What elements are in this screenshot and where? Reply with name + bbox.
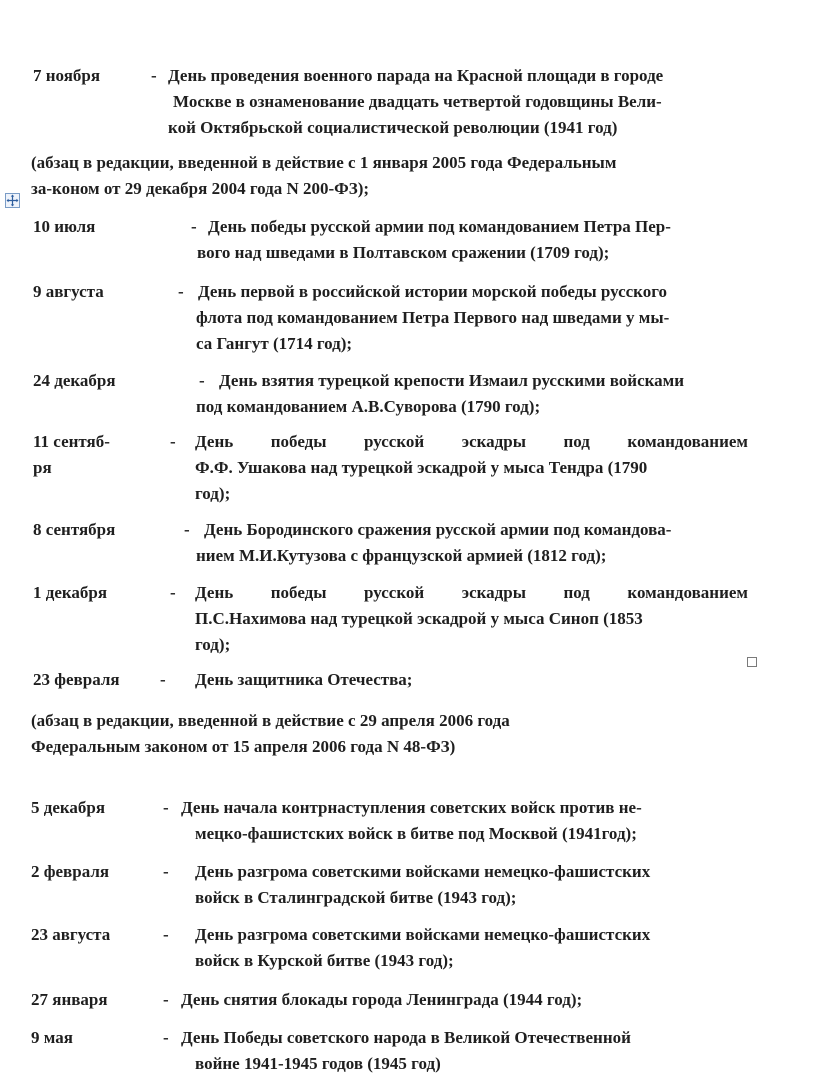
- entry-desc-line: День победы русской армии под командованием Петра Пер-: [208, 217, 671, 236]
- entry-description: [196, 517, 672, 569]
- note-line: (абзац в редакции, введенной в действие с 1 января 2005 года Федеральным: [31, 153, 617, 172]
- entry-description: [181, 795, 642, 847]
- entry-date: [33, 429, 110, 481]
- entry-date: [31, 1025, 73, 1051]
- entry-dash: -: [170, 583, 176, 602]
- entry-date-line: 1 декабря: [33, 583, 108, 602]
- entry-dash: -: [170, 432, 176, 451]
- entry-date: [31, 987, 108, 1013]
- entry-date-line: 9 мая: [31, 1028, 73, 1047]
- note-line: (абзац в редакции, введенной в действие с 29 апреля 2006 года: [31, 711, 510, 730]
- entry-desc-line: войск в Курской битве (1943 год);: [195, 951, 454, 970]
- entry-desc-line: День начала контрнаступления советских войск против не-: [181, 798, 642, 817]
- entry-description: [195, 429, 748, 507]
- entry-description: [198, 279, 669, 357]
- note-line: Федеральным законом от 15 апреля 2006 года N 48-ФЗ): [31, 737, 456, 756]
- entry-dash: -: [191, 217, 197, 236]
- entry-desc-line: День первой в российской истории морской победы русского: [198, 282, 668, 301]
- entry-dash: -: [163, 798, 169, 817]
- entry-date-line: 8 сентября: [33, 520, 116, 539]
- entry-desc-line: День разгрома советскими войсками немецко-фашистских: [195, 925, 651, 944]
- entry-date: [33, 580, 107, 606]
- entry-desc-line: Москве в ознаменование двадцать четвертой годовщины Вели-: [173, 92, 662, 111]
- amendment-note: [31, 150, 616, 202]
- entry-desc-line: День защитника Отечества;: [195, 670, 413, 689]
- entry-description: [181, 1025, 631, 1077]
- entry-desc-line: День разгрома советскими войсками немецко-фашистских: [195, 862, 651, 881]
- entry-desc-line: День взятия турецкой крепости Измаил русскими войсками: [219, 371, 685, 390]
- resize-square-icon[interactable]: [747, 657, 757, 667]
- entry-desc-line: вого над шведами в Полтавском сражении (1709 год);: [197, 243, 610, 262]
- entry-date-line: ря: [33, 458, 52, 477]
- entry-dash: -: [163, 862, 169, 881]
- entry-desc-line: флота под командованием Петра Первого над шведами у мы-: [196, 308, 670, 327]
- entry-desc-line: мецко-фашистских войск в битве под Москвой (1941год);: [195, 824, 637, 843]
- entry-description: [181, 987, 582, 1013]
- entry-description: [195, 667, 412, 693]
- entry-date-line: 23 августа: [31, 925, 111, 944]
- entry-date-line: 10 июля: [33, 217, 96, 236]
- entry-date-line: 5 декабря: [31, 798, 106, 817]
- entry-date: [33, 214, 95, 240]
- entry-description: [195, 859, 650, 911]
- entry-desc-line: Ф.Ф. Ушакова над турецкой эскадрой у мыса Тендра (1790: [195, 458, 648, 477]
- entry-desc-line: П.С.Нахимова над турецкой эскадрой у мыса Синоп (1853: [195, 609, 643, 628]
- entry-dash: -: [163, 1028, 169, 1047]
- entry-desc-line: под командованием А.В.Суворова (1790 год);: [196, 397, 541, 416]
- entry-desc-line: День проведения военного парада на Красной площади в городе: [168, 66, 664, 85]
- entry-date: [33, 667, 120, 693]
- entry-description: [195, 922, 650, 974]
- entry-desc-line: День Бородинского сражения русской армии под командова-: [204, 520, 672, 539]
- entry-date: [31, 922, 110, 948]
- entry-date-line: 7 ноября: [33, 66, 101, 85]
- entry-date-line: 24 декабря: [33, 371, 116, 390]
- entry-date-line: 27 января: [31, 990, 108, 1009]
- entry-desc-line: День победы русской эскадры под командованием: [195, 432, 748, 451]
- entry-date: [31, 859, 109, 885]
- entry-dash: -: [160, 670, 166, 689]
- entry-dash: -: [151, 66, 157, 85]
- entry-date-line: 2 февраля: [31, 862, 110, 881]
- entry-desc-line: День победы русской эскадры под командованием: [195, 583, 748, 602]
- amendment-note: [31, 708, 510, 760]
- entry-date: [33, 368, 116, 394]
- entry-dash: -: [163, 925, 169, 944]
- entry-date: [33, 279, 104, 305]
- entry-desc-line: са Гангут (1714 год);: [196, 334, 353, 353]
- entry-desc-line: год);: [195, 484, 231, 503]
- entry-date: [33, 63, 100, 89]
- entry-dash: -: [199, 371, 205, 390]
- entry-description: [168, 63, 663, 141]
- entry-desc-line: год);: [195, 635, 231, 654]
- note-line: за-коном от 29 декабря 2004 года N 200-ФЗ);: [31, 179, 370, 198]
- entry-description: [195, 580, 748, 658]
- entry-date-line: 11 сентяб-: [33, 432, 110, 451]
- entry-dash: -: [163, 990, 169, 1009]
- entry-desc-line: войск в Сталинградской битве (1943 год);: [195, 888, 517, 907]
- entry-desc-line: кой Октябрьской социалистической революции (1941 год): [168, 118, 618, 137]
- entry-date: [33, 517, 115, 543]
- entry-dash: -: [178, 282, 184, 301]
- entry-date-line: 9 августа: [33, 282, 104, 301]
- entry-desc-line: День снятия блокады города Ленинграда (1944 год);: [181, 990, 583, 1009]
- entry-desc-line: День Победы советского народа в Великой Отечественной: [181, 1028, 631, 1047]
- entry-desc-line: нием М.И.Кутузова с французской армией (1812 год);: [196, 546, 607, 565]
- entry-description: [197, 214, 671, 266]
- entry-dash: -: [184, 520, 190, 539]
- entry-desc-line: войне 1941-1945 годов (1945 год): [195, 1054, 441, 1073]
- entry-date: [31, 795, 105, 821]
- entry-date-line: 23 февраля: [33, 670, 120, 689]
- move-cross-icon[interactable]: [5, 193, 20, 208]
- entry-description: [196, 368, 685, 420]
